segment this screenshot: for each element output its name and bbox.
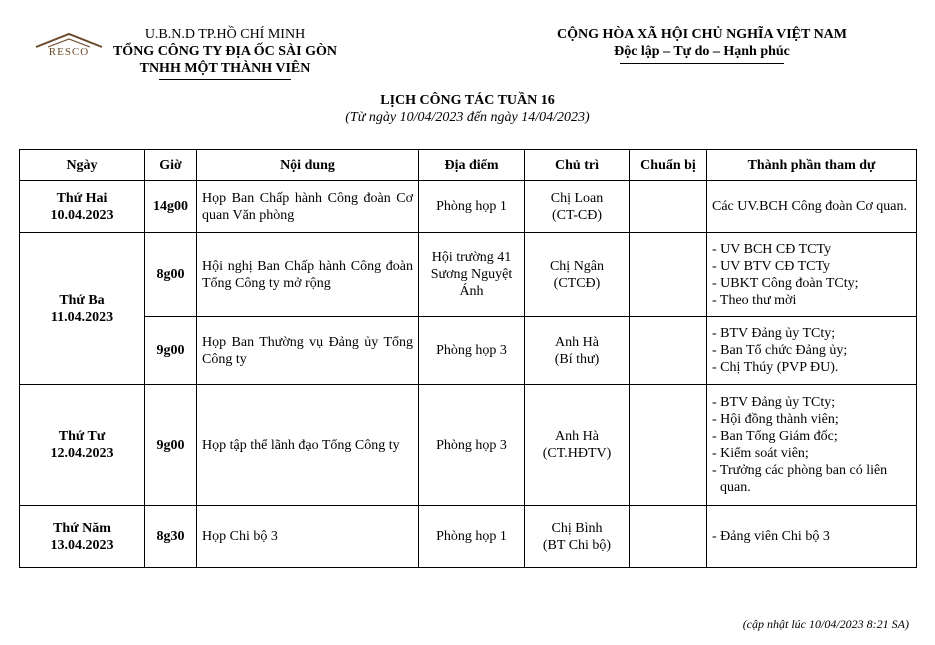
location-cell: Phòng họp 3: [419, 385, 525, 506]
nation-line-1: CỘNG HÒA XÃ HỘI CHỦ NGHĨA VIỆT NAM: [556, 27, 847, 42]
chair-cell: [525, 317, 630, 385]
table-row: [20, 233, 917, 317]
chair-role: (CTCĐ): [553, 275, 601, 291]
attendee-line: - Theo thư mời: [712, 292, 797, 308]
attendees-cell: [707, 233, 917, 317]
day-date: 12.04.2023: [50, 446, 114, 461]
day-cell: [20, 233, 145, 385]
day-cell: [20, 506, 145, 568]
chair-name: Chị Loan: [550, 190, 604, 206]
time-cell: 14g00: [145, 181, 197, 233]
attendee-line: - Ban Tổng Giám đốc;: [712, 429, 838, 444]
location-cell: Phòng họp 3: [419, 317, 525, 385]
chair-cell: [525, 181, 630, 233]
content-cell: Họp Chi bộ 3: [197, 506, 419, 568]
day-name: Thứ Hai: [56, 190, 108, 206]
title-main: LỊCH CÔNG TÁC TUẦN 16: [380, 93, 555, 108]
table-row: [20, 385, 917, 506]
chair-name: Anh Hà: [555, 429, 599, 444]
org-line-3: TNHH MỘT THÀNH VIÊN: [139, 61, 311, 76]
chair-role: (Bí thư): [554, 351, 600, 367]
time-cell: 9g00: [145, 385, 197, 506]
time-cell: 8g30: [145, 506, 197, 568]
col-header-time: Giờ: [145, 150, 197, 181]
attendee-line: - UV BTV CĐ TCTy: [712, 258, 831, 274]
content-cell: Họp tập thể lãnh đạo Tổng Công ty: [197, 385, 419, 506]
attendee-line: - Trưởng các phòng ban có liên: [712, 463, 888, 478]
day-date: 10.04.2023: [50, 207, 114, 223]
attendee-line: - UBKT Công đoàn TCty;: [712, 275, 859, 291]
attendees-cell: [707, 385, 917, 506]
day-name: Thứ Năm: [53, 520, 111, 536]
chair-role: (BT Chi bộ): [542, 537, 612, 553]
location-cell: Phòng họp 1: [419, 506, 525, 568]
day-date: 13.04.2023: [50, 537, 114, 553]
org-underline: [159, 79, 291, 80]
table-header-row: [20, 150, 917, 181]
company-logo: [34, 32, 104, 62]
col-header-prep: Chuẩn bị: [630, 150, 707, 181]
attendee-line: quan.: [720, 480, 751, 495]
chair-cell: [525, 233, 630, 317]
content-cell: Họp Ban Thường vụ Đảng ủy Tổng Công ty: [197, 317, 419, 385]
day-name: Thứ Tư: [58, 429, 106, 444]
update-timestamp: (cập nhật lúc 10/04/2023 8:21 SA): [742, 617, 909, 631]
attendee-line: - UV BCH CĐ TCTy: [712, 241, 832, 257]
logo-text: RESCO: [48, 46, 90, 58]
col-header-content: Nội dung: [197, 150, 419, 181]
attendees-cell: [707, 317, 917, 385]
chair-name: Anh Hà: [555, 334, 599, 350]
prep-cell: [630, 233, 707, 317]
schedule-table: [19, 149, 917, 568]
content-cell: Họp Ban Chấp hành Công đoàn Cơ quan Văn phòng: [197, 181, 419, 233]
day-name: Thứ Ba: [59, 292, 105, 308]
table-row: [20, 317, 917, 385]
attendee-line: - Hội đồng thành viên;: [712, 412, 839, 427]
col-header-day: Ngày: [20, 150, 145, 181]
prep-cell: [630, 317, 707, 385]
day-cell: [20, 181, 145, 233]
chair-role: (CT-CĐ): [551, 207, 603, 223]
attendee-line: - BTV Đảng ủy TCty;: [712, 395, 836, 410]
header-national-motto: [530, 26, 874, 64]
chair-name: Chị Bình: [551, 520, 603, 536]
attendees-cell: [707, 181, 917, 233]
time-cell: 9g00: [145, 317, 197, 385]
col-header-location: Địa điểm: [419, 150, 525, 181]
attendee-line: - BTV Đảng ủy TCty;: [712, 326, 836, 341]
attendee-line: - Đảng viên Chi bộ 3: [712, 529, 830, 544]
col-header-chair: Chủ trì: [525, 150, 630, 181]
nation-line-2: Độc lập – Tự do – Hạnh phúc: [614, 44, 790, 59]
prep-cell: [630, 506, 707, 568]
location-cell: Hội trường 41 Sương Nguyệt Ánh: [419, 233, 525, 317]
attendee-line: - Chị Thúy (PVP ĐU).: [712, 360, 839, 375]
header-organization: [100, 26, 350, 80]
attendee-line: Các UV.BCH Công đoàn Cơ quan.: [712, 199, 907, 214]
attendee-line: - Kiểm soát viên;: [712, 446, 809, 461]
day-cell: [20, 385, 145, 506]
chair-cell: [525, 506, 630, 568]
col-header-attendees: Thành phần tham dự: [707, 150, 917, 181]
org-line-2: TỔNG CÔNG TY ĐỊA ỐC SÀI GÒN: [112, 44, 338, 59]
prep-cell: [630, 181, 707, 233]
title-subtitle: (Từ ngày 10/04/2023 đến ngày 14/04/2023): [345, 110, 590, 125]
chair-name: Chị Ngân: [549, 258, 605, 274]
attendee-line: - Ban Tổ chức Đảng ủy;: [712, 343, 848, 358]
prep-cell: [630, 385, 707, 506]
table-row: [20, 181, 917, 233]
chair-role: (CT.HĐTV): [542, 446, 612, 461]
attendees-cell: [707, 506, 917, 568]
org-line-1: U.B.N.D TP.HỒ CHÍ MINH: [144, 27, 306, 42]
day-date: 11.04.2023: [50, 309, 114, 325]
motto-underline: [620, 63, 784, 64]
location-cell: Phòng họp 1: [419, 181, 525, 233]
chair-cell: [525, 385, 630, 506]
document-title: [0, 92, 935, 126]
content-cell: Hội nghị Ban Chấp hành Công đoàn Tổng Công ty mở rộng: [197, 233, 419, 317]
time-cell: 8g00: [145, 233, 197, 317]
table-row: [20, 506, 917, 568]
